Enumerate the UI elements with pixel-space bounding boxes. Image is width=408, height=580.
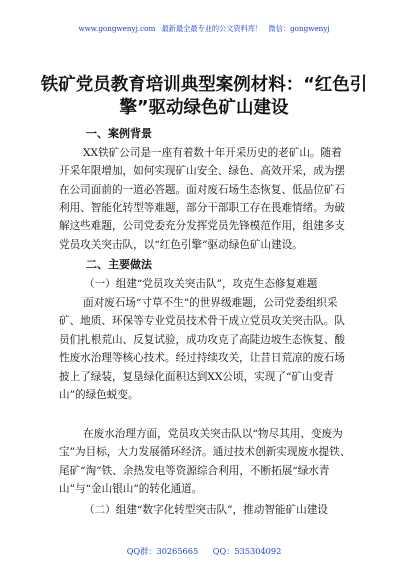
sub-heading-1: （一）组建“党员攻关突击队”，攻克生态修复难题 [84,278,318,290]
header-slogan: 最新最全最专业的公文资料库！ [161,24,263,33]
section-heading-practice: 二、主要做法 [86,258,152,271]
paragraph-line: 利用、智能化转型等难题，部分干部职工存在畏难情绪。为破 [59,202,346,214]
paragraph-line: 员们扎根荒山、反复试验，成功攻克了高陡边坡生态恢复、酸 [59,334,346,346]
paragraph-line: 山”的绿色蜕变。 [59,389,139,401]
paragraph-line: 山”与“金山银山”的转化通道。 [59,483,203,495]
header-banner [0,24,408,34]
paragraph-line: 宝”为目标，大力发展循环经济。通过技术创新实现废水提铁、 [59,446,351,458]
sub-heading-2: （二）组建“数字化转型突击队”，推动智能矿山建设 [84,504,328,516]
footer-qq-group: QQ群：30265665 [126,546,199,556]
header-website-link[interactable]: www.gongwenyj.com [78,24,156,33]
paragraph-line: 披上了绿装，复垦绿化面积达到XX公顷，实现了“矿山变青 [59,371,334,383]
paragraph-line: 在公司面前的一道必答题。面对废石场生态恢复、低品位矿石 [59,184,346,196]
paragraph-line: 开采年限增加，如何实现矿山安全、绿色、高效开采，成为摆 [59,165,346,177]
paragraph-line: 矿、地质、环保等专业党员技术骨干成立党员攻关突击队。队 [59,315,346,327]
footer-contact [0,546,408,557]
document-title: 铁矿党员教育培训典型案例材料：“红色引擎”驱动绿色矿山建设 [40,75,368,118]
paragraph-line: 尾矿“淘”铁、余热发电等资源综合利用，不断拓展“绿水青 [59,465,330,477]
paragraph-line: 面对废石场“寸草不生”的世界级难题，公司党委组织采 [83,297,338,309]
paragraph-line: 解这些难题，公司党委充分发挥党员先锋模范作用，组建多支 [59,220,346,232]
paragraph-line: 在废水治理方面，党员攻关突击队以“物尽其用、变废为 [83,428,343,440]
paragraph-line: 党员攻关突击队，以“红色引擎”驱动绿色矿山建设。 [59,239,303,251]
footer-qq: QQ：535304092 [212,546,282,556]
paragraph-line: 性废水治理等核心技术。经过持续攻关，让昔日荒凉的废石场 [59,352,346,364]
header-wechat: 微信：gongwenyj [268,24,330,33]
paragraph-line: XX铁矿公司是一座有着数十年开采历史的老矿山。随着 [83,147,342,159]
section-heading-background: 一、案例背景 [86,127,152,140]
